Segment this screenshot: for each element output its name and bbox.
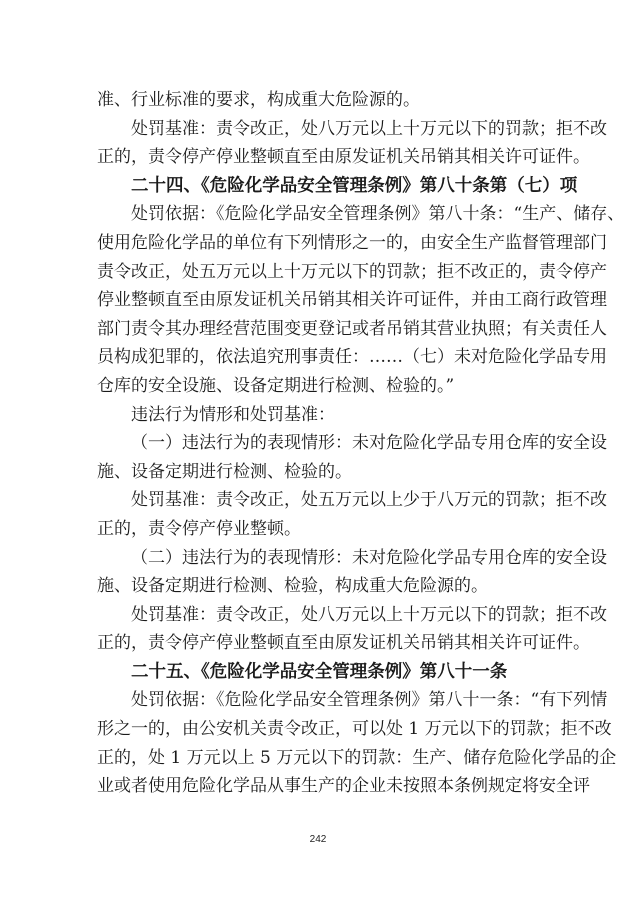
text-line: 处罚基准：责令改正，处五万元以上少于八万元的罚款；拒不改 <box>131 490 607 511</box>
text-line: 仓库的安全设施、设备定期进行检测、检验的。” <box>97 375 455 396</box>
text-line: 施、设备定期进行检测、检验，构成重大危险源的。 <box>97 576 488 597</box>
page-number: 242 <box>309 834 327 845</box>
body-text <box>97 86 625 801</box>
text-line: （二）违法行为的表现情形：未对危险化学品专用仓库的安全设 <box>131 547 607 568</box>
text-line: 正的，责令停产停业整顿。 <box>97 518 301 539</box>
text-line: 部门责令其办理经营范围变更登记或者吊销其营业执照；有关责任人 <box>97 318 607 339</box>
text-line: 处罚依据：《危险化学品安全管理条例》第八十一条：“有下列情 <box>131 690 608 711</box>
section-heading: 二十五、《危险化学品安全管理条例》第八十一条 <box>131 661 508 682</box>
text-line: 停业整顿直至由原发证机关吊销其相关许可证件，并由工商行政管理 <box>97 290 607 311</box>
text-line: 员构成犯罪的，依法追究刑事责任：……（七）未对危险化学品专用 <box>97 347 607 368</box>
text-line: 正的，责令停产停业整顿直至由原发证机关吊销其相关许可证件。 <box>97 633 590 654</box>
text-line: 业或者使用危险化学品从事生产的企业未按照本条例规定将安全评 <box>97 776 590 797</box>
text-line: 正的，责令停产停业整顿直至由原发证机关吊销其相关许可证件。 <box>97 147 590 168</box>
text-line: 施、设备定期进行检测、检验的。 <box>97 461 352 482</box>
text-line: 准、行业标准的要求，构成重大危险源的。 <box>97 90 420 110</box>
text-line: 使用危险化学品的单位有下列情形之一的，由安全生产监督管理部门 <box>97 232 607 253</box>
text-line: 形之一的，由公安机关责令改正，可以处 1 万元以下的罚款；拒不改 <box>97 719 612 740</box>
text-line: 正的，处 1 万元以上 5 万元以下的罚款：生产、储存危险化学品的企 <box>97 747 617 768</box>
text-line: （一）违法行为的表现情形：未对危险化学品专用仓库的安全设 <box>131 433 607 454</box>
text-line: 处罚基准：责令改正，处八万元以上十万元以下的罚款；拒不改 <box>131 118 607 139</box>
text-line: 责令改正，处五万元以上十万元以下的罚款；拒不改正的，责令停产 <box>97 261 607 282</box>
text-line: 处罚基准：责令改正，处八万元以上十万元以下的罚款；拒不改 <box>131 604 607 625</box>
text-line: 违法行为情形和处罚基准： <box>131 404 335 425</box>
section-heading: 二十四、《危险化学品安全管理条例》第八十条第（七）项 <box>131 175 578 196</box>
text-line: 处罚依据：《危险化学品安全管理条例》第八十条：“生产、储存、 <box>131 204 625 225</box>
